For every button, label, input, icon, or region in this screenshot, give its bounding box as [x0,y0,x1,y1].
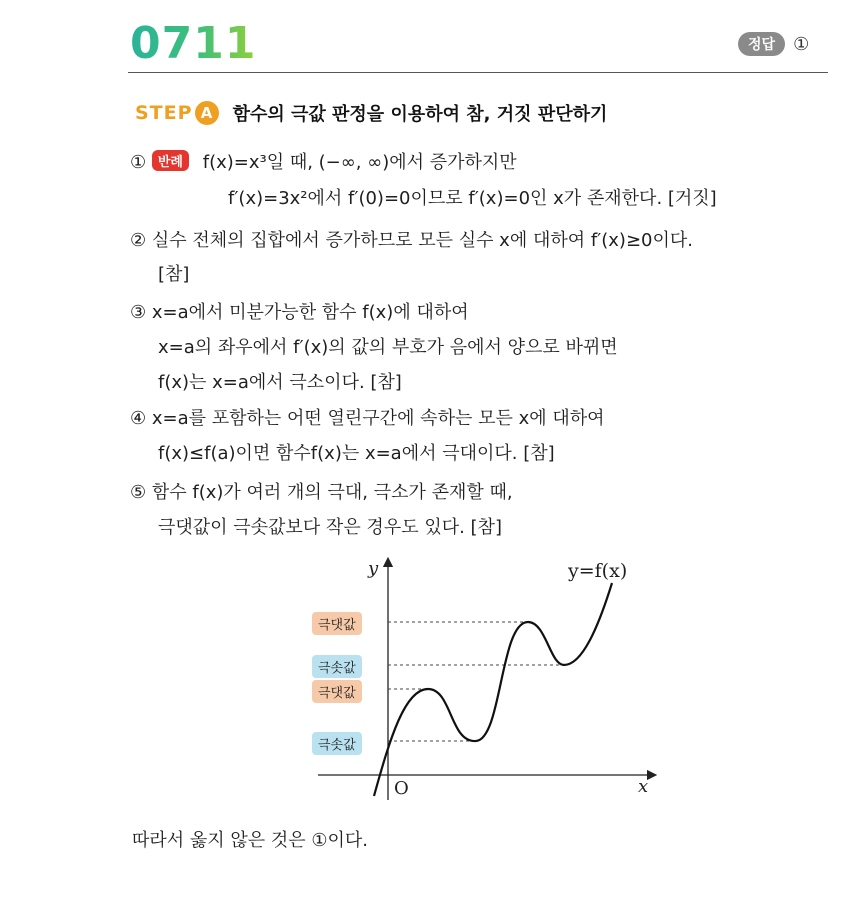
max-value-label-upper: 극댓값 [312,612,362,635]
item-5-line-1 [130,478,513,504]
item-5-line-2: 극댓값이 극솟값보다 작은 경우도 있다. [참] [158,517,502,538]
min-value-label-upper: 극솟값 [312,655,362,678]
item-3-line-3: f(x)는 x=a에서 극소이다. [참] [158,372,402,393]
item-4-marker: ④ [130,408,147,429]
item-3-line-2: x=a의 좌우에서 f′(x)의 값의 부호가 음에서 양으로 바뀌면 [158,337,618,358]
item-5-marker: ⑤ [130,482,147,503]
item-2-marker: ② [130,230,147,251]
item-2-line-1 [130,226,693,252]
item-5-text-1: 함수 f(x)가 여러 개의 극대, 극소가 존재할 때, [151,482,513,503]
origin-label: O [394,778,409,799]
item-1-line-1 [130,148,517,174]
item-1-marker: ① [130,152,147,173]
item-1-line-2: f′(x)=3x²에서 f′(0)=0이므로 f′(x)=0인 x가 존재한다. [거짓] [228,188,717,209]
problem-number: 0711 [130,18,257,69]
item-4-line-2: f(x)≤f(a)이면 함수f(x)는 x=a에서 극대이다. [참] [158,443,555,464]
curve-label: y=f(x) [568,560,628,582]
answer-value: ① [793,33,810,55]
y-axis-label: y [368,558,379,579]
item-1-text-1: f(x)=x³일 때, (−∞, ∞)에서 증가하지만 [202,152,517,173]
item-3-marker: ③ [130,302,147,323]
step-letter: A [195,101,219,125]
extrema-graph [300,548,660,808]
item-2-text-1: 실수 전체의 집합에서 증가하므로 모든 실수 x에 대하여 f′(x)≥0이다. [151,230,693,251]
answer-indicator [738,32,809,56]
min-value-label-lower: 극솟값 [312,732,362,755]
item-3-text-1: x=a에서 미분가능한 함수 f(x)에 대하여 [151,302,469,323]
graph-svg [300,548,660,808]
step-heading [135,100,607,126]
function-curve [374,583,612,796]
item-2-line-2: [참] [158,264,190,285]
conclusion: 따라서 옳지 않은 것은 ①이다. [132,830,369,851]
counterexample-badge: 반례 [152,150,189,171]
item-4-line-1 [130,404,605,430]
max-value-label-lower: 극댓값 [312,680,362,703]
item-4-text-1: x=a를 포함하는 어떤 열린구간에 속하는 모든 x에 대하여 [151,408,605,429]
step-tag: STEP [135,102,193,124]
header-divider [128,72,828,73]
step-title: 함수의 극값 판정을 이용하여 참, 거짓 판단하기 [232,104,608,125]
x-axis-label: x [638,776,649,797]
answer-badge: 정답 [738,32,785,56]
item-3-line-1 [130,298,469,324]
